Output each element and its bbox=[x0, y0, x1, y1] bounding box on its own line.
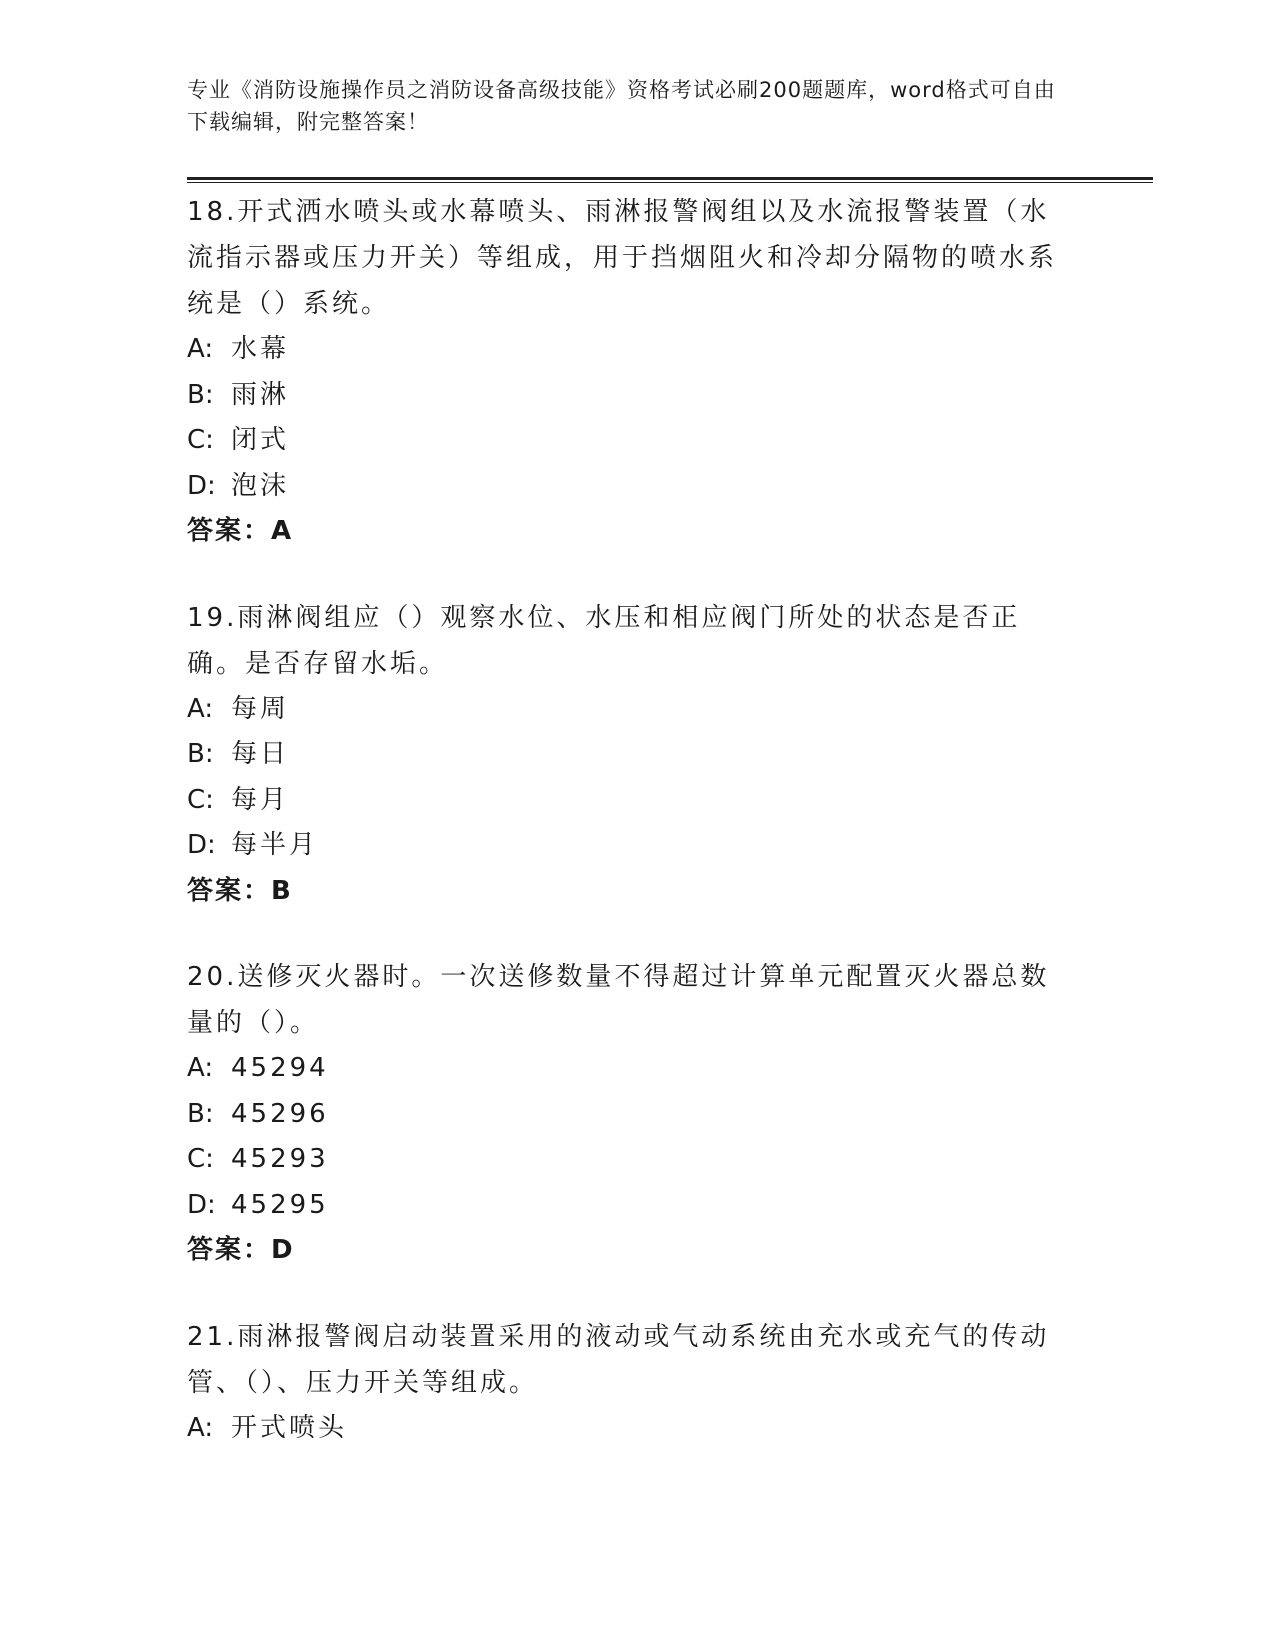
document-header: 专业《消防设施操作员之消防设备高级技能》资格考试必刷200题题库，word格式可自由下载编辑，附完整答案！ bbox=[187, 78, 1056, 134]
question-text: 21.雨淋报警阀启动装置采用的液动或气动系统由充水或充气的传动管、（）、压力开关等组成。 bbox=[187, 1321, 1050, 1398]
answer-line: 答案：A bbox=[187, 516, 294, 546]
option-a bbox=[187, 1406, 1077, 1452]
question-18 bbox=[187, 189, 1077, 555]
option-letter: D: bbox=[187, 830, 216, 860]
answer-line: 答案：D bbox=[187, 1235, 295, 1265]
option-d bbox=[187, 464, 1077, 510]
option-d bbox=[187, 823, 1077, 869]
option-a bbox=[187, 327, 1077, 373]
option-text: 泡沫 bbox=[231, 470, 290, 501]
option-text: 每日 bbox=[231, 739, 290, 769]
option-letter: A: bbox=[187, 334, 214, 364]
question-text: 19.雨淋阀组应（）观察水位、水压和相应阀门所处的状态是否正确。是否存留水垢。 bbox=[187, 602, 1021, 679]
header-divider-thick bbox=[187, 177, 1153, 180]
option-b bbox=[187, 732, 1077, 778]
option-d bbox=[187, 1183, 1077, 1229]
option-letter: C: bbox=[187, 784, 214, 815]
option-b bbox=[187, 1092, 1077, 1138]
question-list bbox=[187, 189, 1077, 1491]
option-text: 每周 bbox=[231, 693, 290, 724]
option-letter: A: bbox=[187, 693, 214, 724]
option-text: 每半月 bbox=[231, 830, 319, 860]
option-text: 开式喷头 bbox=[231, 1412, 348, 1443]
question-19 bbox=[187, 595, 1077, 915]
option-letter: C: bbox=[187, 1144, 214, 1174]
option-b bbox=[187, 373, 1077, 419]
option-a bbox=[187, 1046, 1077, 1092]
option-c bbox=[187, 1137, 1077, 1183]
option-text: 45294 bbox=[231, 1053, 329, 1083]
question-21 bbox=[187, 1314, 1077, 1452]
question-20 bbox=[187, 954, 1077, 1274]
option-letter: B: bbox=[187, 379, 214, 410]
option-a bbox=[187, 687, 1077, 733]
option-text: 45295 bbox=[231, 1189, 329, 1220]
option-letter: B: bbox=[187, 739, 214, 769]
option-text: 45293 bbox=[231, 1144, 329, 1174]
question-text: 20.送修灭火器时。一次送修数量不得超过计算单元配置灭火器总数量的（）。 bbox=[187, 962, 1050, 1038]
header-divider-thin bbox=[187, 182, 1153, 183]
option-text: 水幕 bbox=[231, 334, 290, 364]
option-letter: A: bbox=[187, 1412, 214, 1443]
option-letter: C: bbox=[187, 425, 214, 455]
answer-line: 答案：B bbox=[187, 875, 293, 906]
question-text: 18.开式洒水喷头或水幕喷头、雨淋报警阀组以及水流报警装置（水流指示器或压力开关）等组成，用于挡烟阻火和冷却分隔物的喷水系统是（）系统。 bbox=[187, 197, 1058, 319]
option-c bbox=[187, 418, 1077, 464]
option-text: 每月 bbox=[231, 784, 290, 815]
option-text: 雨淋 bbox=[231, 379, 290, 410]
option-text: 45296 bbox=[231, 1098, 329, 1129]
option-c bbox=[187, 778, 1077, 824]
option-letter: A: bbox=[187, 1053, 214, 1083]
option-text: 闭式 bbox=[231, 425, 290, 455]
option-letter: D: bbox=[187, 1189, 216, 1220]
option-letter: B: bbox=[187, 1098, 214, 1129]
option-letter: D: bbox=[187, 470, 216, 501]
